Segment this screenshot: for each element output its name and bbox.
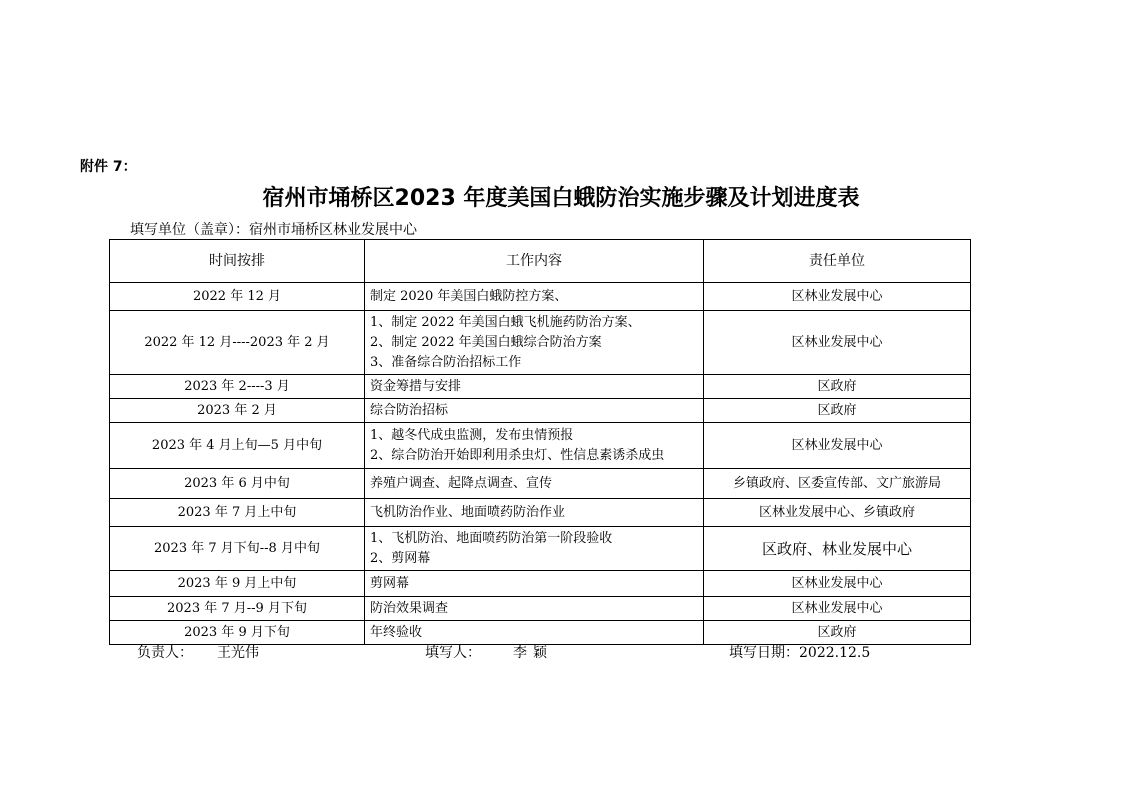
content-line: 制定 2020 年美国白蛾防控方案、	[370, 288, 568, 304]
cell-time: 2023 年 9 月下旬	[110, 621, 365, 645]
cell-content	[365, 527, 704, 571]
cell-responsible-unit: 区林业发展中心	[704, 571, 971, 597]
content-line: 1、越冬代成虫监测，发布虫情预报	[370, 427, 574, 443]
cell-responsible-unit: 区政府	[704, 375, 971, 399]
table-row	[110, 469, 971, 499]
cell-content	[365, 283, 704, 311]
header-content: 工作内容	[365, 240, 704, 283]
fill-date: 填写日期：2022.12.5	[729, 645, 871, 661]
cell-time: 2022 年 12 月----2023 年 2 月	[110, 311, 365, 375]
content-line: 1、制定 2022 年美国白蛾飞机施药防治方案、	[370, 314, 641, 330]
cell-time: 2023 年 9 月上中旬	[110, 571, 365, 597]
cell-content	[365, 571, 704, 597]
table-row	[110, 499, 971, 527]
header-time: 时间按排	[110, 240, 365, 283]
cell-responsible-unit: 区林业发展中心	[704, 597, 971, 621]
cell-time: 2022 年 12 月	[110, 283, 365, 311]
cell-time: 2023 年 4 月上旬—5 月中旬	[110, 423, 365, 469]
cell-responsible-unit: 区林业发展中心	[704, 283, 971, 311]
content-line: 资金筹措与安排	[370, 378, 462, 394]
cell-time: 2023 年 2----3 月	[110, 375, 365, 399]
content-line: 剪网幕	[370, 575, 410, 591]
table-body	[110, 283, 971, 645]
table-row	[110, 399, 971, 423]
content-line: 2、制定 2022 年美国白蛾综合防治方案	[370, 334, 602, 350]
cell-time: 2023 年 7 月下旬--8 月中旬	[110, 527, 365, 571]
attachment-label: 附件 7：	[80, 159, 137, 175]
table-row	[110, 423, 971, 469]
content-line: 养殖户调查、起降点调查、宣传	[370, 475, 553, 491]
table-row	[110, 311, 971, 375]
content-line: 3、准备综合防治招标工作	[370, 354, 522, 370]
schedule-table	[109, 239, 971, 645]
table-row	[110, 375, 971, 399]
cell-content	[365, 499, 704, 527]
cell-responsible-unit: 区林业发展中心	[704, 423, 971, 469]
cell-responsible-unit: 乡镇政府、区委宣传部、文广旅游局	[704, 469, 971, 499]
content-line: 2、综合防治开始即利用杀虫灯、性信息素诱杀成虫	[370, 447, 665, 463]
cell-responsible-unit: 区林业发展中心	[704, 311, 971, 375]
cell-content	[365, 399, 704, 423]
cell-time: 2023 年 6 月中旬	[110, 469, 365, 499]
cell-content	[365, 469, 704, 499]
table-row	[110, 597, 971, 621]
filler-name: 李颖	[513, 645, 553, 661]
content-line: 年终验收	[370, 624, 423, 640]
cell-content	[365, 311, 704, 375]
cell-content	[365, 621, 704, 645]
content-line: 防治效果调查	[370, 600, 449, 616]
table-row	[110, 527, 971, 571]
fill-unit-line: 填写单位（盖章）：宿州市埇桥区林业发展中心	[130, 222, 417, 238]
content-line: 飞机防治作业、地面喷药防治作业	[370, 504, 566, 520]
content-line: 综合防治招标	[370, 402, 449, 418]
responsible-name: 王光伟	[217, 645, 259, 661]
table-row	[110, 283, 971, 311]
document-title: 宿州市埇桥区2023 年度美国白蛾防治实施步骤及计划进度表	[262, 186, 860, 211]
cell-content	[365, 597, 704, 621]
cell-time: 2023 年 7 月上中旬	[110, 499, 365, 527]
table-header-row	[110, 240, 971, 283]
cell-content	[365, 423, 704, 469]
cell-responsible-unit: 区政府	[704, 621, 971, 645]
cell-responsible-unit: 区林业发展中心、乡镇政府	[704, 499, 971, 527]
cell-content	[365, 375, 704, 399]
cell-responsible-unit: 区政府	[704, 399, 971, 423]
table-row	[110, 621, 971, 645]
cell-responsible-unit: 区政府、林业发展中心	[704, 527, 971, 571]
header-unit: 责任单位	[704, 240, 971, 283]
filler-label: 填写人：	[425, 645, 481, 661]
cell-time: 2023 年 7 月--9 月下旬	[110, 597, 365, 621]
content-line: 2、剪网幕	[370, 550, 431, 566]
cell-time: 2023 年 2 月	[110, 399, 365, 423]
table-row	[110, 571, 971, 597]
responsible-label: 负责人：	[137, 645, 193, 661]
content-line: 1、飞机防治、地面喷药防治第一阶段验收	[370, 530, 613, 546]
